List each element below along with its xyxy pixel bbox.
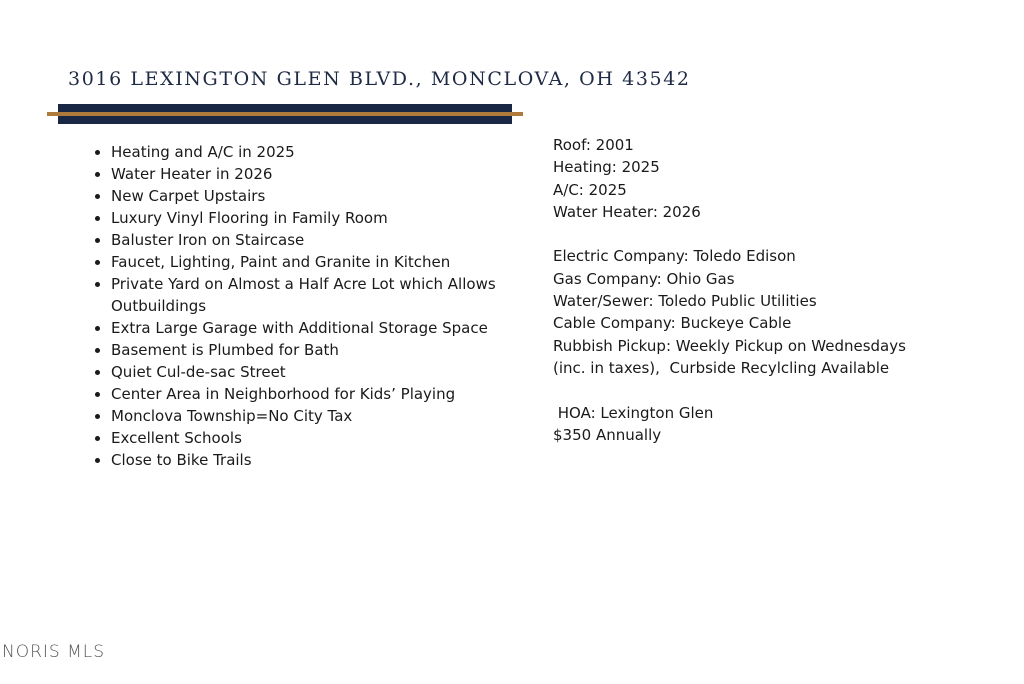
list-item: • Close to Bike Trails xyxy=(111,449,511,471)
list-item: • Monclova Township=No City Tax xyxy=(111,405,511,427)
hoa-section xyxy=(553,402,993,447)
mls-watermark: NORIS MLS xyxy=(2,642,106,662)
list-item: • Center Area in Neighborhood for Kids’ Playing xyxy=(111,383,511,405)
list-item: • New Carpet Upstairs xyxy=(111,185,511,207)
systems-section xyxy=(553,134,993,223)
list-item: • Private Yard on Almost a Half Acre Lot which Allows Outbuildings xyxy=(111,273,511,317)
list-item: • Faucet, Lighting, Paint and Granite in Kitchen xyxy=(111,251,511,273)
list-item: • Excellent Schools xyxy=(111,427,511,449)
roof-age: Roof: 2001 xyxy=(553,136,634,154)
water-sewer: Water/Sewer: Toledo Public Utilities xyxy=(553,292,817,311)
rubbish-pickup-note: (inc. in taxes), Curbside Recylcling Available xyxy=(553,358,890,377)
hoa-name: HOA: Lexington Glen xyxy=(553,403,714,422)
features-list xyxy=(96,141,511,471)
list-item: • Luxury Vinyl Flooring in Family Room xyxy=(111,207,511,229)
list-item: • Quiet Cul-de-sac Street xyxy=(111,361,511,383)
ac-age: A/C: 2025 xyxy=(553,180,627,199)
section-spacer xyxy=(553,223,993,245)
gas-company: Gas Company: Ohio Gas xyxy=(553,269,735,288)
list-item: • Extra Large Garage with Additional Storage Space xyxy=(111,317,511,339)
electric-company: Electric Company: Toledo Edison xyxy=(553,247,796,266)
cable-company: Cable Company: Buckeye Cable xyxy=(553,314,792,333)
rubbish-pickup: Rubbish Pickup: Weekly Pickup on Wednesdays xyxy=(553,336,906,355)
property-address-title: 3016 LEXINGTON GLEN BLVD., MONCLOVA, OH 43542 xyxy=(68,68,691,90)
decorative-gold-line xyxy=(47,112,523,116)
water-heater-age: Water Heater: 2026 xyxy=(553,202,701,221)
list-item: • Basement is Plumbed for Bath xyxy=(111,339,511,361)
list-item: • Baluster Iron on Staircase xyxy=(111,229,511,251)
list-item: • Heating and A/C in 2025 xyxy=(111,141,511,163)
hoa-fee: $350 Annually xyxy=(553,425,662,444)
property-details xyxy=(553,134,993,446)
heating-age: Heating: 2025 xyxy=(553,158,660,177)
list-item: • Water Heater in 2026 xyxy=(111,163,511,185)
utilities-section xyxy=(553,245,993,379)
section-spacer xyxy=(553,379,993,401)
